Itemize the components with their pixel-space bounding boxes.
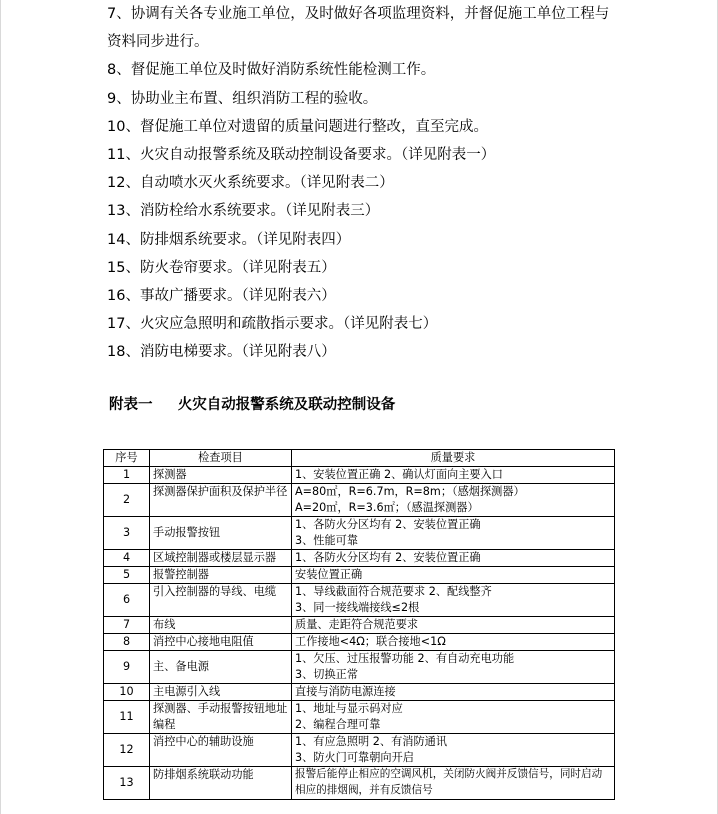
row-item: [150, 766, 292, 799]
row-item: [150, 516, 292, 549]
paragraph-12: 12、自动喷水灭火系统要求。（详见附表二）: [107, 175, 394, 192]
row-item: [150, 683, 292, 700]
row-item: [150, 583, 292, 616]
table-row: [104, 733, 615, 766]
row-req: [292, 683, 615, 700]
row-item: [150, 483, 292, 516]
row-req-line: 报警后能停止相应的空调风机，关闭防火阀并反馈信号，同时启动相应的排烟阀，并有反馈信号: [295, 768, 603, 796]
row-req-line: 1、地址与显示码对应: [295, 702, 403, 715]
row-req: [292, 483, 615, 516]
row-req-line: 直接与消防电源连接: [295, 684, 396, 698]
row-req-line: 3、切换正常: [295, 667, 359, 681]
row-req-line: 1、各防火分区均有 2、安装位置正确: [295, 518, 481, 531]
table-row: [104, 466, 615, 483]
row-item: [150, 616, 292, 633]
paragraph-9: 9、协助业主布置、组织消防工程的验收。: [107, 90, 378, 107]
row-no: 4: [104, 549, 150, 566]
appendix-heading: [109, 393, 395, 414]
row-item-line: 布线: [153, 617, 176, 631]
row-req-line: A=80㎡，R=6.7m，R=8m；（感烟探测器）: [295, 485, 525, 498]
row-req-line: 质量、走距符合规范要求: [295, 617, 419, 631]
row-item-line: 探测器保护面积及保护半径: [153, 484, 288, 498]
row-no: 9: [104, 650, 150, 683]
header-item: 检查项目: [150, 450, 292, 467]
row-req-line: 3、防火门可靠朝向开启: [295, 750, 414, 764]
row-req: [292, 583, 615, 616]
row-req: [292, 616, 615, 633]
row-no: 1: [104, 466, 150, 483]
paragraph-8: 8、督促施工单位及时做好消防系统性能检测工作。: [107, 62, 436, 79]
row-item-line: 手动报警按钮: [153, 525, 221, 539]
table-header-row: [104, 450, 615, 467]
row-no: 3: [104, 516, 150, 549]
row-req: [292, 766, 615, 799]
table-row: [104, 549, 615, 566]
row-req: [292, 733, 615, 766]
row-req-line: 3、性能可靠: [295, 533, 359, 547]
row-no: 5: [104, 566, 150, 583]
inspection-table: [103, 449, 615, 800]
paragraph-7: 7、协调有关各专业施工单位，及时做好各项监理资料，并督促施工单位工程与资料同步进行。: [107, 6, 610, 51]
row-item-line: 消控中心的辅助设施: [153, 734, 254, 748]
table-row: [104, 583, 615, 616]
row-item: [150, 733, 292, 766]
paragraph-10: 10、督促施工单位对遗留的质量问题进行整改，直至完成。: [107, 118, 488, 135]
row-no: 8: [104, 633, 150, 650]
row-req-line: 1、有应急照明 2、有消防通讯: [295, 735, 448, 748]
paragraph-14: 14、防排烟系统要求。（详见附表四）: [107, 231, 351, 248]
header-req: 质量要求: [292, 450, 615, 467]
row-item-line: 区域控制器或楼层显示器: [153, 550, 277, 564]
table-row: [104, 616, 615, 633]
appendix-title: 火灾自动报警系统及联动控制设备: [177, 397, 396, 413]
table-row: [104, 633, 615, 650]
row-req: [292, 566, 615, 583]
row-item: [150, 650, 292, 683]
appendix-label: 附表一: [109, 397, 153, 413]
paragraph-17: 17、火灾应急照明和疏散指示要求。（详见附表七）: [107, 316, 438, 333]
row-req: [292, 633, 615, 650]
row-req: [292, 650, 615, 683]
row-req-line: 2、编程合理可靠: [295, 717, 381, 731]
table-row: [104, 650, 615, 683]
paragraph-15: 15、防火卷帘要求。（详见附表五）: [107, 259, 336, 276]
row-item: [150, 700, 292, 733]
row-item: [150, 549, 292, 566]
table-row: [104, 483, 615, 516]
row-no: 7: [104, 616, 150, 633]
table-row: [104, 566, 615, 583]
table-row: [104, 766, 615, 799]
row-item-line: 主、备电源: [153, 659, 209, 673]
table-row: [104, 683, 615, 700]
row-req: [292, 549, 615, 566]
row-item-line: 消控中心接地电阻值: [153, 634, 254, 648]
row-item-line: 探测器、手动报警按钮地址: [153, 702, 288, 715]
row-item: [150, 466, 292, 483]
row-item-line: 报警控制器: [153, 567, 209, 581]
row-no: 12: [104, 733, 150, 766]
header-no: 序号: [104, 450, 150, 467]
row-item-line: 主电源引入线: [153, 684, 221, 698]
row-req-line: A=20㎡，R=3.6㎡；（感温探测器）: [295, 500, 479, 514]
row-no: 10: [104, 683, 150, 700]
row-req-line: 1、欠压、过压报警功能 2、有自动充电功能: [295, 652, 515, 665]
paragraph-16: 16、事故广播要求。（详见附表六）: [107, 288, 336, 305]
row-req-line: 安装位置正确: [295, 567, 363, 581]
paragraph-18: 18、消防电梯要求。（详见附表八）: [107, 344, 336, 361]
row-item-line: 防排烟系统联动功能: [153, 767, 254, 781]
row-item-line: 编程: [153, 717, 176, 731]
paragraph-13: 13、消防栓给水系统要求。（详见附表三）: [107, 203, 380, 220]
body-paragraphs: [107, 0, 647, 367]
row-item: [150, 633, 292, 650]
row-no: 6: [104, 583, 150, 616]
row-no: 11: [104, 700, 150, 733]
table-row: [104, 516, 615, 549]
row-req-line: 1、安装位置正确 2、确认灯面向主要入口: [295, 467, 503, 481]
page-edge-left: [0, 0, 1, 814]
row-req-line: 1、各防火分区均有 2、安装位置正确: [295, 550, 481, 564]
row-item-line: 探测器: [153, 467, 187, 481]
row-no: 13: [104, 766, 150, 799]
row-req-line: 3、同一接线端接线≤2根: [295, 600, 420, 614]
row-req: [292, 516, 615, 549]
row-item: [150, 566, 292, 583]
row-req: [292, 700, 615, 733]
row-no: 2: [104, 483, 150, 516]
row-item-line: 引入控制器的导线、电缆: [153, 584, 277, 598]
row-req-line: 1、导线截面符合规范要求 2、配线整齐: [295, 585, 492, 598]
row-req-line: 工作接地<4Ω；联合接地<1Ω: [295, 634, 446, 648]
paragraph-11: 11、火灾自动报警系统及联动控制设备要求。（详见附表一）: [107, 147, 496, 164]
table-row: [104, 700, 615, 733]
row-req: [292, 466, 615, 483]
